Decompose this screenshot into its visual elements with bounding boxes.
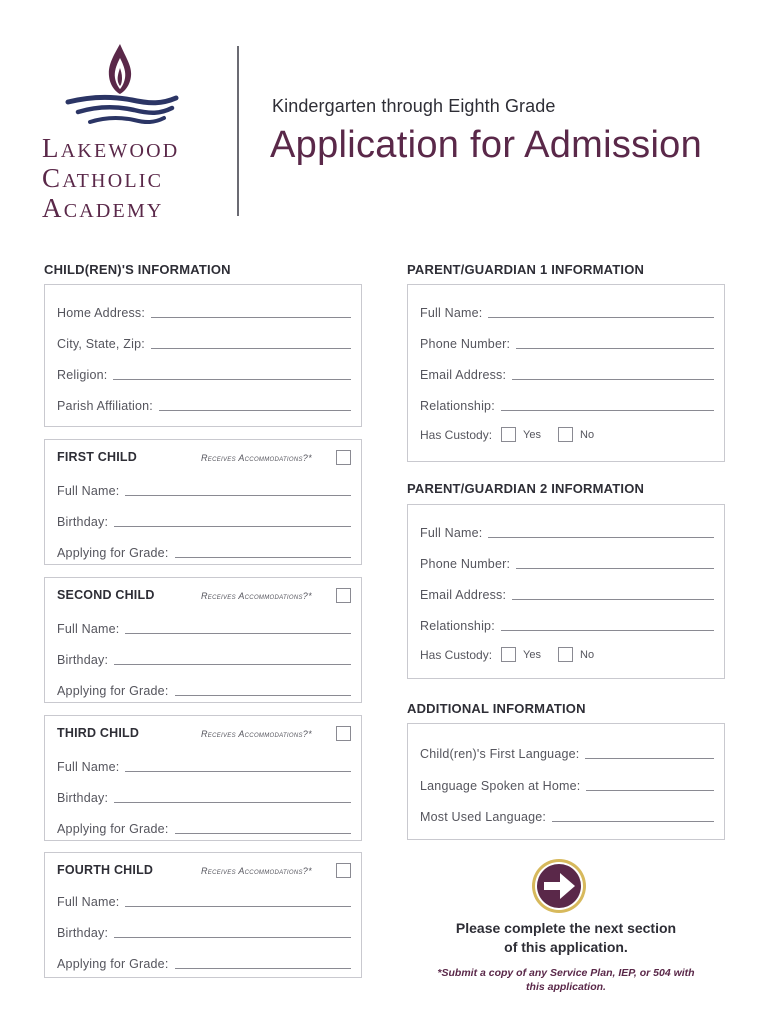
first-child-box (44, 439, 362, 565)
parish-affiliation-field[interactable]: Parish Affiliation: (57, 395, 351, 413)
first-child-full-name-field[interactable]: Full Name: (57, 480, 351, 498)
next-section-line-1: Please complete the next section (455, 920, 677, 936)
footnote-line-2: this application. (526, 981, 606, 993)
guardian1-custody-yes-checkbox[interactable] (501, 427, 516, 442)
guardian2-relationship-field[interactable]: Relationship: (420, 615, 714, 633)
third-child-accommodations-label: Receives Accommodations?* (201, 729, 312, 739)
first-child-title: FIRST CHILD (57, 450, 137, 464)
first-child-accommodations-checkbox[interactable] (336, 450, 351, 465)
academy-logo-icon (62, 44, 182, 128)
religion-field[interactable]: Religion: (57, 364, 351, 382)
first-child-grade-field[interactable]: Applying for Grade: (57, 542, 351, 560)
fourth-child-title: FOURTH CHILD (57, 863, 154, 877)
additional-box (407, 723, 725, 840)
guardian1-box (407, 284, 725, 462)
guardian2-custody-yes-label: Yes (523, 649, 541, 661)
home-address-field[interactable]: Home Address: (57, 302, 351, 320)
next-section-message (420, 919, 712, 957)
guardian1-custody-no-checkbox[interactable] (558, 427, 573, 442)
guardian2-custody-label: Has Custody: (420, 648, 493, 662)
school-name-line-2: CATHOLIC (42, 163, 164, 193)
city-state-zip-field[interactable]: City, State, Zip: (57, 333, 351, 351)
fourth-child-accommodations-label: Receives Accommodations?* (201, 866, 312, 876)
first-language-field[interactable]: Child(ren)'s First Language: (420, 743, 714, 761)
third-child-birthday-field[interactable]: Birthday: (57, 787, 351, 805)
second-child-grade-field[interactable]: Applying for Grade: (57, 680, 351, 698)
guardian1-phone-field[interactable]: Phone Number: (420, 333, 714, 351)
guardian2-box (407, 504, 725, 679)
home-language-field[interactable]: Language Spoken at Home: (420, 775, 714, 793)
guardian2-custody-yes-checkbox[interactable] (501, 647, 516, 662)
guardian1-custody-yes-label: Yes (523, 429, 541, 441)
guardian2-custody-no-checkbox[interactable] (558, 647, 573, 662)
page-title: Application for Admission (270, 124, 703, 166)
most-used-language-field[interactable]: Most Used Language: (420, 806, 714, 824)
school-name-line-1: LAKEWOOD (42, 133, 180, 163)
next-section-line-2: of this application. (504, 939, 628, 955)
fourth-child-box (44, 852, 362, 978)
guardian1-custody-no-label: No (580, 429, 595, 441)
third-child-full-name-field[interactable]: Full Name: (57, 756, 351, 774)
children-address-box (44, 284, 362, 427)
guardian1-relationship-field[interactable]: Relationship: (420, 395, 714, 413)
guardian2-email-field[interactable]: Email Address: (420, 584, 714, 602)
second-child-birthday-field[interactable]: Birthday: (57, 649, 351, 667)
guardian2-full-name-field[interactable]: Full Name: (420, 522, 714, 540)
school-name-line-3: ACADEMY (42, 193, 164, 223)
header-divider (237, 46, 239, 216)
third-child-accommodations-checkbox[interactable] (336, 726, 351, 741)
fourth-child-accommodations-checkbox[interactable] (336, 863, 351, 878)
guardian2-section-heading: PARENT/GUARDIAN 2 INFORMATION (407, 481, 645, 496)
additional-section-heading: ADDITIONAL INFORMATION (407, 701, 586, 716)
footnote-line-1: *Submit a copy of any Service Plan, IEP, or 504 with (437, 967, 695, 979)
second-child-accommodations-checkbox[interactable] (336, 588, 351, 603)
guardian2-phone-field[interactable]: Phone Number: (420, 553, 714, 571)
fourth-child-birthday-field[interactable]: Birthday: (57, 922, 351, 940)
third-child-title: THIRD CHILD (57, 726, 140, 740)
second-child-accommodations-label: Receives Accommodations?* (201, 591, 312, 601)
footnote (418, 966, 714, 994)
second-child-full-name-field[interactable]: Full Name: (57, 618, 351, 636)
guardian1-custody-label: Has Custody: (420, 428, 493, 442)
third-child-grade-field[interactable]: Applying for Grade: (57, 818, 351, 836)
guardian1-email-field[interactable]: Email Address: (420, 364, 714, 382)
first-child-birthday-field[interactable]: Birthday: (57, 511, 351, 529)
guardian1-section-heading: PARENT/GUARDIAN 1 INFORMATION (407, 262, 645, 277)
guardian1-full-name-field[interactable]: Full Name: (420, 302, 714, 320)
page-subtitle: Kindergarten through Eighth Grade (272, 96, 556, 116)
right-arrow-icon (531, 858, 587, 914)
third-child-box (44, 715, 362, 841)
fourth-child-full-name-field[interactable]: Full Name: (57, 891, 351, 909)
second-child-box (44, 577, 362, 703)
second-child-title: SECOND CHILD (57, 588, 155, 602)
guardian2-custody-no-label: No (580, 649, 595, 661)
children-section-heading: CHILD(REN)'S INFORMATION (44, 262, 231, 277)
first-child-accommodations-label: Receives Accommodations?* (201, 453, 312, 463)
fourth-child-grade-field[interactable]: Applying for Grade: (57, 953, 351, 971)
